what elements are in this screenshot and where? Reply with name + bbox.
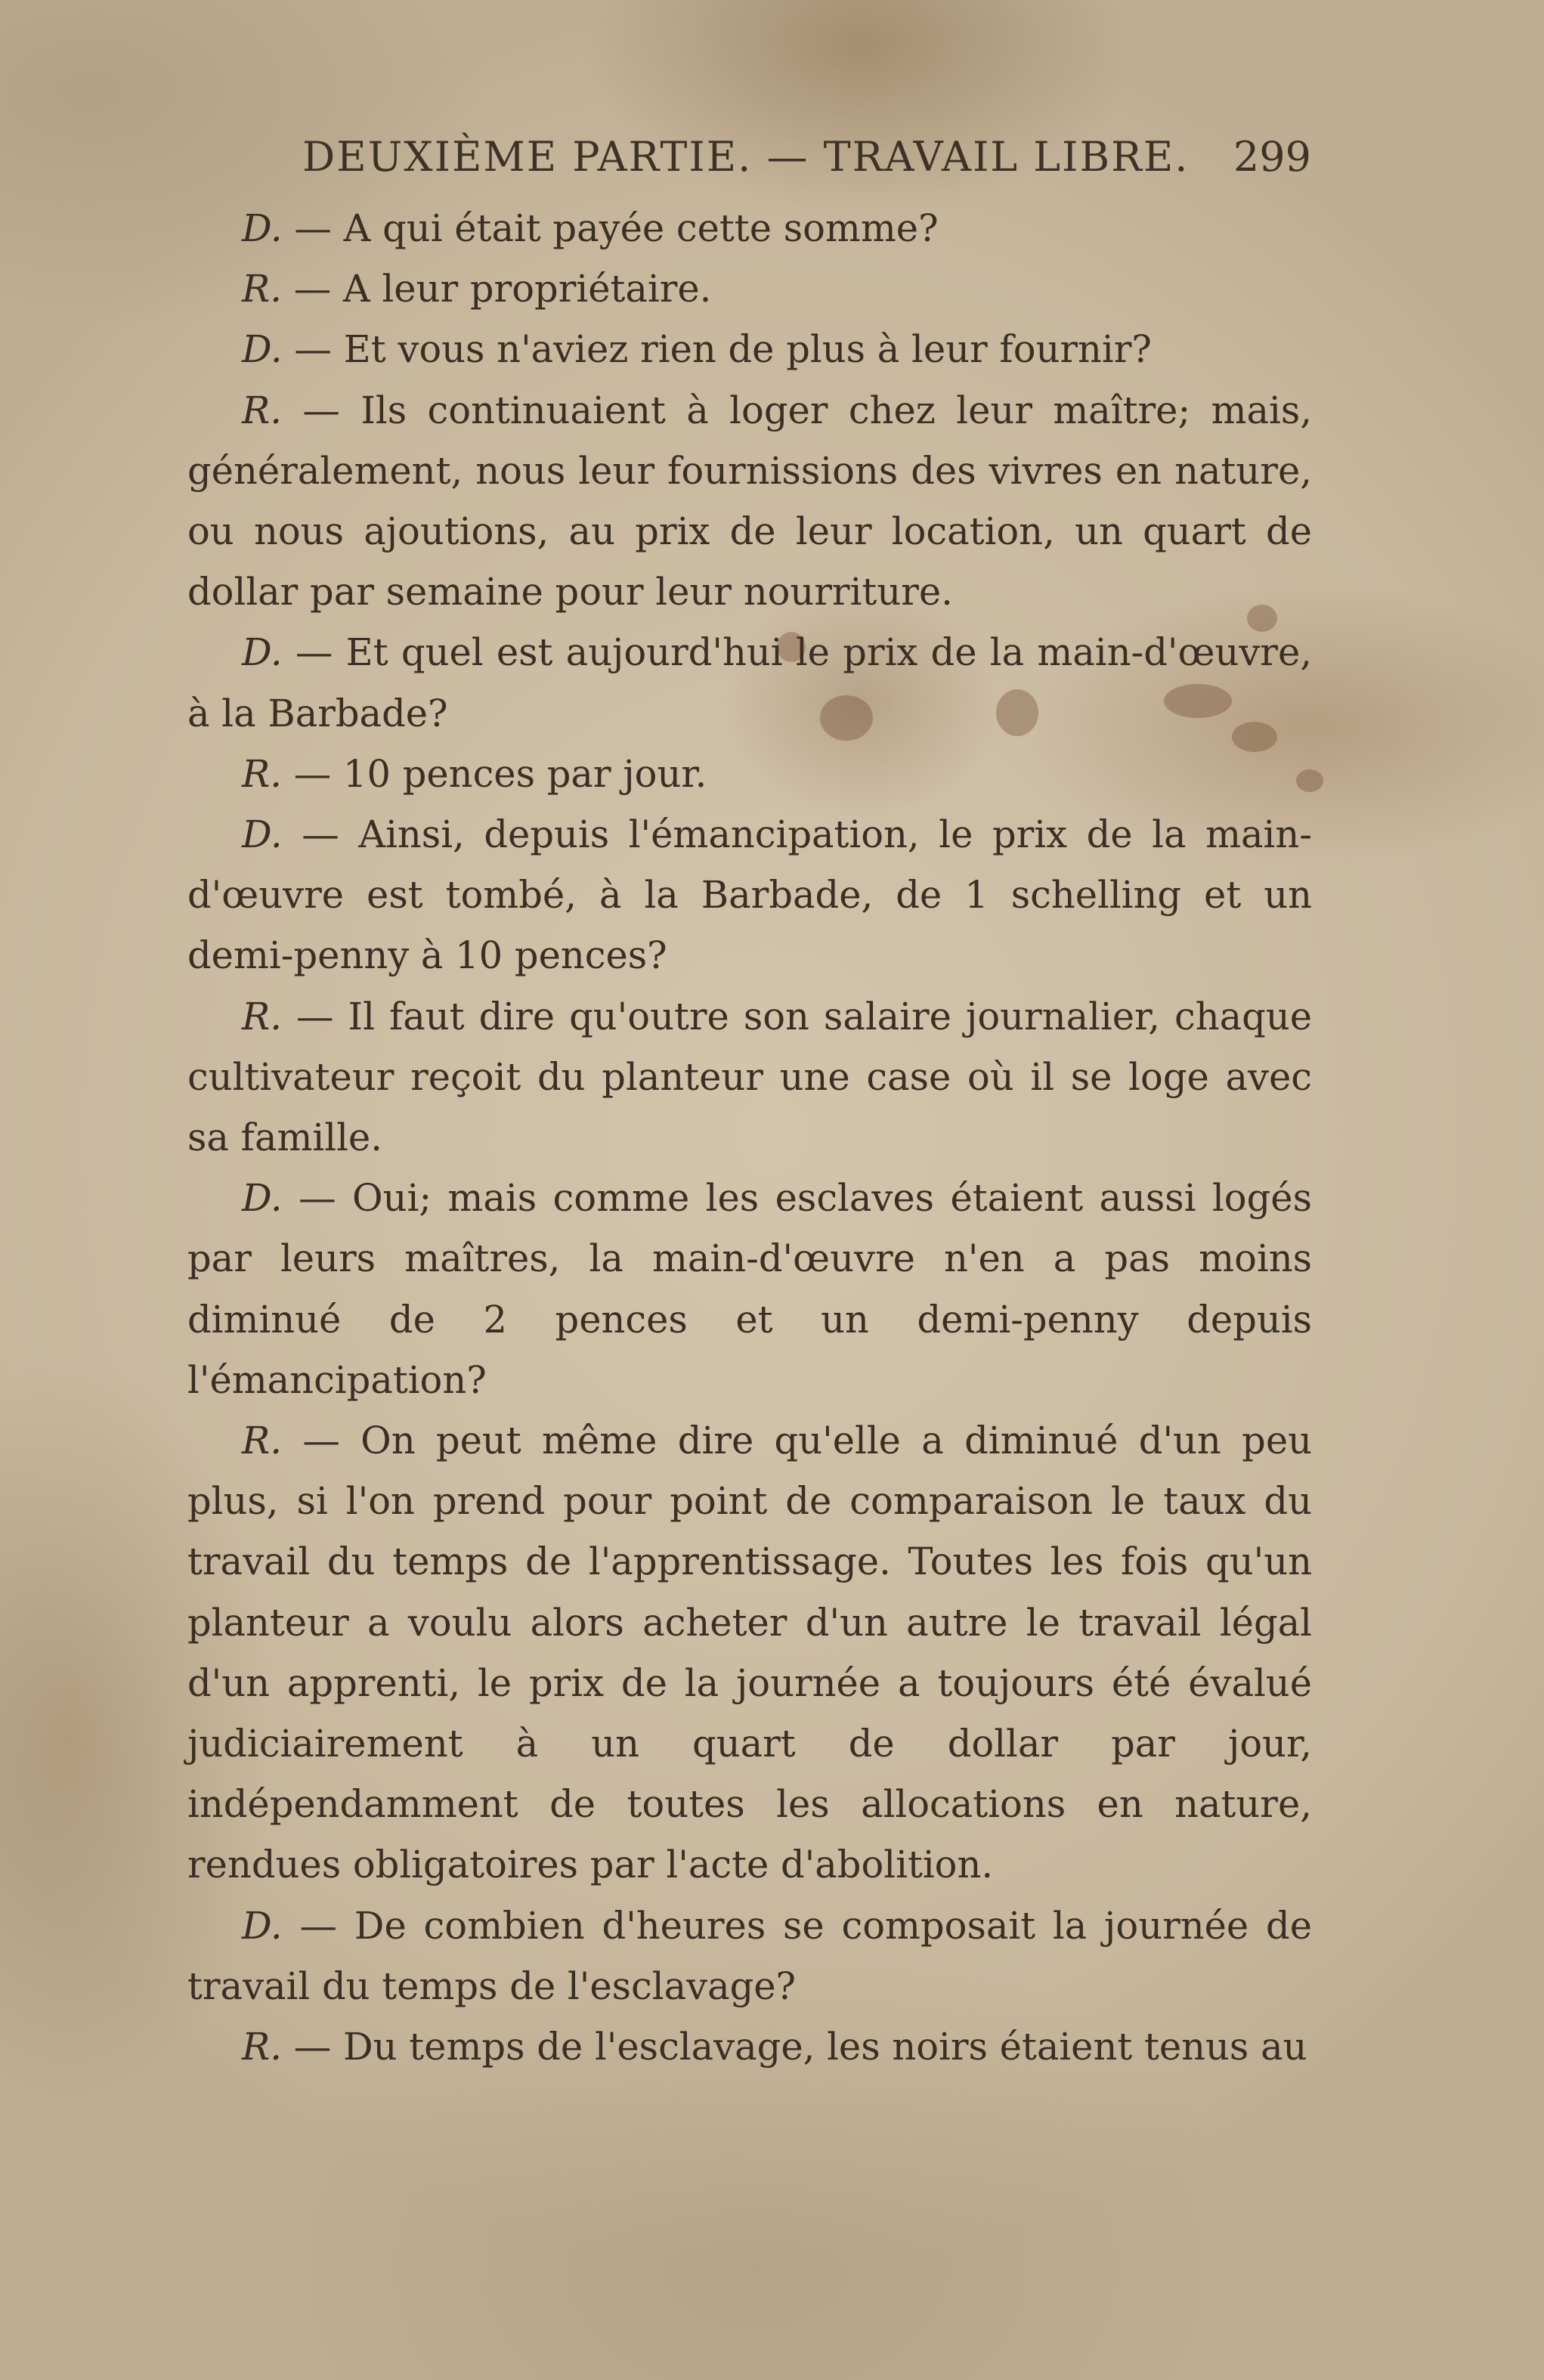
paragraph-text: — Et quel est aujourd'hui le prix de la main-d'œuvre, à la Barbade? [187, 630, 1312, 735]
paragraph [187, 986, 1312, 1168]
body-text [187, 198, 1312, 2077]
paragraph-text: — A leur propriétaire. [282, 267, 712, 311]
speaker-label: R. [242, 751, 283, 796]
paragraph [187, 258, 1312, 319]
running-header [302, 133, 1311, 186]
speaker-label: D. [242, 206, 283, 250]
speaker-label: D. [242, 812, 283, 857]
paragraph [187, 804, 1312, 986]
speaker-label: R. [242, 267, 283, 311]
paragraph [187, 319, 1312, 379]
paragraph-text: — Du temps de l'esclavage, les noirs étaient tenus au [282, 2025, 1307, 2069]
page-number: 299 [1233, 133, 1311, 181]
paragraph-text: — De combien d'heures se composait la journée de travail du temps de l'esclavage? [187, 1903, 1312, 2008]
speaker-label: R. [242, 1419, 283, 1463]
speaker-label: D. [242, 630, 283, 675]
paragraph [187, 1410, 1312, 1896]
paragraph [187, 744, 1312, 804]
paragraph [187, 1168, 1312, 1410]
speaker-label: R. [242, 2025, 283, 2069]
paragraph-text: — A qui était payée cette somme? [282, 206, 939, 250]
paragraph-text: — Et vous n'aviez rien de plus à leur fournir? [282, 327, 1152, 372]
paragraph-text: — 10 pences par jour. [282, 751, 707, 796]
speaker-label: D. [242, 327, 283, 372]
paragraph-text: — Il faut dire qu'outre son salaire journalier, chaque cultivateur reçoit du planteur une case où il se loge avec sa famille. [187, 994, 1312, 1160]
paragraph [187, 622, 1312, 743]
speaker-label: D. [242, 1903, 283, 1948]
speaker-label: R. [242, 388, 283, 432]
paragraph-text: — Oui; mais comme les esclaves étaient aussi logés par leurs maîtres, la main-d'œuvre n'en a pas moins diminué de 2 pences et un demi-penny depuis l'émancipation? [187, 1176, 1312, 1402]
paragraph-text: — Ils continuaient à loger chez leur maître; mais, généralement, nous leur fournissions des vivres en nature, ou nous ajoutions, au prix de leur location, un quart de dollar par semaine pour leur nourriture. [187, 388, 1312, 614]
paragraph [187, 2016, 1312, 2077]
paragraph-text: — Ainsi, depuis l'émancipation, le prix de la main-d'œuvre est tombé, à la Barbade, de 1 schelling et un demi-penny à 10 pences? [187, 812, 1312, 978]
paragraph [187, 1896, 1312, 2016]
paragraph-text: — On peut même dire qu'elle a diminué d'un peu plus, si l'on prend pour point de comparaison le taux du travail du temps de l'apprentissage. Toutes les fois qu'un planteur a voulu alors acheter d'un autre le travail légal d'un apprenti, le prix de la journée a toujours été évalué judiciairement à un quart de dollar par jour, indépendamment de toutes les allocations en nature, rendues obligatoires par l'acte d'abolition. [187, 1419, 1312, 1887]
paragraph [187, 380, 1312, 623]
speaker-label: R. [242, 994, 283, 1038]
header-title: DEUXIÈME PARTIE. — TRAVAIL LIBRE. [302, 133, 1190, 181]
speaker-label: D. [242, 1176, 283, 1221]
paragraph [187, 198, 1312, 258]
